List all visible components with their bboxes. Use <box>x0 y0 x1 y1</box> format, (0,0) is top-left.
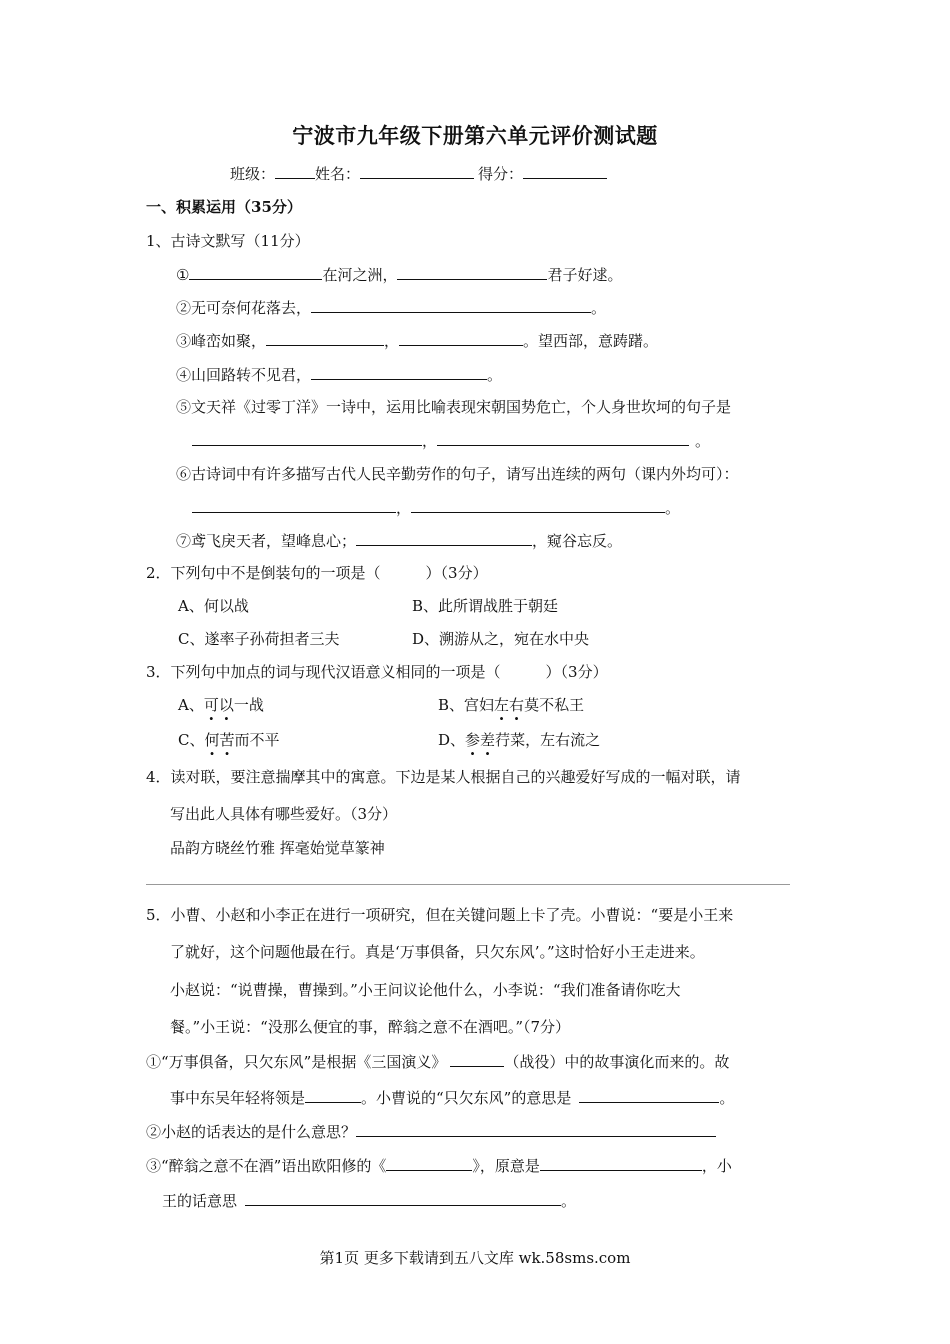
answer-blank[interactable] <box>540 1155 702 1171</box>
q3-option-b-text: 莫不私王 <box>524 696 585 714</box>
q1-item-2-text: ②无可奈何花落去， <box>176 299 312 317</box>
q3-option-d-label: D、 <box>438 731 466 749</box>
score-label: 得分： <box>478 165 524 183</box>
q1-item-4-text: ④山回路转不见君， <box>176 366 312 384</box>
q5-sub-3-line-1 <box>146 1155 732 1176</box>
couplet-text: 品韵方晓丝竹雅 挥毫始觉草篆神 <box>170 839 385 857</box>
answer-blank[interactable] <box>397 264 547 280</box>
answer-blank[interactable] <box>437 430 689 446</box>
q1-item-7 <box>176 530 622 551</box>
q3-option-a-label: A、 <box>178 696 204 714</box>
q1-item-5-end: 。 <box>695 432 711 450</box>
q1-item-3-end: 。望西部，意踌躇。 <box>523 332 659 350</box>
q1-item-5-line-2 <box>192 430 710 451</box>
answer-blank[interactable] <box>305 1087 361 1103</box>
q2-option-d[interactable]: D、溯游从之，宛在水中央 <box>412 630 590 648</box>
name-label: 姓名： <box>315 165 361 183</box>
dotted-char: 参 <box>465 731 481 749</box>
q5-sub-3-mid: 》，原意是 <box>472 1157 540 1175</box>
dotted-char: 左 <box>494 696 510 714</box>
answer-blank[interactable] <box>399 330 523 346</box>
answer-blank[interactable] <box>192 430 422 446</box>
question-5-line-1: 5．小曹、小赵和小李正在进行一项研究，但在关键问题上卡了壳。小曹说：“要是小王来 <box>146 906 734 924</box>
q3-option-c[interactable] <box>178 730 280 750</box>
answer-blank[interactable] <box>266 330 384 346</box>
q5-sub-3-text: ③“醉翁之意不在酒”语出欧阳修的《 <box>146 1157 387 1175</box>
q2-option-c[interactable]: C、遂率子孙荷担者三夫 <box>178 630 340 648</box>
class-label: 班级： <box>230 165 276 183</box>
q1-item-5-sep: ， <box>422 432 438 450</box>
q1-item-6-sep: ， <box>396 499 412 517</box>
class-field[interactable] <box>275 163 315 179</box>
q5-sub-1-line-1 <box>146 1051 729 1072</box>
score-field[interactable] <box>523 163 607 179</box>
page-title: 宁波市九年级下册第六单元评价测试题 <box>292 123 658 148</box>
answer-blank[interactable] <box>192 497 396 513</box>
q3-option-a-text: 一战 <box>233 696 264 714</box>
question-2-stem: 2．下列句中不是倒装句的一项是（ ）（3分） <box>146 564 488 582</box>
name-field[interactable] <box>360 163 474 179</box>
answer-blank[interactable] <box>189 264 322 280</box>
q5-sub-3b-text: 王的话意思 <box>162 1192 238 1210</box>
answer-rule[interactable] <box>146 884 790 885</box>
q1-item-1-label: ① <box>176 266 190 284</box>
answer-blank[interactable] <box>245 1190 561 1206</box>
dotted-char: 何 <box>204 731 220 749</box>
q3-option-b-label: B、宫妇 <box>438 696 495 714</box>
question-3-stem: 3．下列句中加点的词与现代汉语意义相同的一项是（ ）（3分） <box>146 663 608 681</box>
q2-option-a[interactable]: A、何以战 <box>178 597 249 615</box>
q5-sub-3-line-2 <box>162 1190 576 1211</box>
q5-sub-1b-end: 。 <box>719 1089 735 1107</box>
q1-item-5-line-1: ⑤文天祥《过零丁洋》一诗中，运用比喻表现宋朝国势危亡，个人身世坎坷的句子是 <box>176 398 732 416</box>
question-4-line-1: 4．读对联，要注意揣摩其中的寓意。下边是某人根据自己的兴趣爱好写成的一幅对联，请 <box>146 768 741 786</box>
q5-sub-1-text: ①“万事俱备，只欠东风”是根据《三国演义》 <box>146 1053 447 1071</box>
q3-option-a[interactable] <box>178 695 264 715</box>
answer-blank[interactable] <box>311 364 487 380</box>
q1-item-1-end: 君子好逑。 <box>547 266 623 284</box>
dotted-char: 右 <box>509 696 525 714</box>
q1-item-1 <box>176 264 622 285</box>
q1-item-3-sep: ， <box>384 332 400 350</box>
q3-option-d-text: 荇菜，左右流之 <box>495 731 601 749</box>
q3-option-d[interactable] <box>438 730 600 750</box>
question-4-line-2: 写出此人具体有哪些爱好。（3分） <box>170 805 398 823</box>
answer-blank[interactable] <box>386 1155 472 1171</box>
q3-option-c-label: C、 <box>178 731 205 749</box>
answer-blank[interactable] <box>311 297 591 313</box>
dotted-char: 苦 <box>219 731 235 749</box>
q5-sub-3-end: ，小 <box>701 1157 732 1175</box>
q1-item-6-end: 。 <box>665 499 681 517</box>
q2-option-b[interactable]: B、此所谓战胜于朝廷 <box>412 597 559 615</box>
dotted-char: 可 <box>203 696 219 714</box>
answer-blank[interactable] <box>411 497 665 513</box>
answer-blank[interactable] <box>356 530 532 546</box>
q1-item-3-text: ③峰峦如聚， <box>176 332 267 350</box>
q5-sub-1-text-end: （战役）中的故事演化而来的。故 <box>504 1053 730 1071</box>
answer-blank[interactable] <box>450 1051 504 1067</box>
q1-item-6-line-1: ⑥古诗词中有许多描写古代人民辛勤劳作的句子，请写出连续的两句（课内外均可）： <box>176 465 739 483</box>
dotted-char: 以 <box>218 696 234 714</box>
q3-option-b[interactable] <box>438 695 584 715</box>
q5-sub-1b-text: 事中东吴年轻将领是 <box>170 1089 306 1107</box>
q1-item-7-end: ，窥谷忘反。 <box>532 532 623 550</box>
question-5-line-4: 餐。”小王说：“没那么便宜的事，醉翁之意不在酒吧。”（7分） <box>170 1018 571 1036</box>
answer-blank[interactable] <box>356 1121 716 1137</box>
question-1-title: 1、古诗文默写（11分） <box>146 232 310 250</box>
q1-item-2-end: 。 <box>591 299 607 317</box>
q1-item-1-text: 在河之洲， <box>322 266 398 284</box>
q3-option-c-text: 而不平 <box>234 731 280 749</box>
q1-item-4 <box>176 364 502 385</box>
q1-item-3 <box>176 330 658 351</box>
question-5-line-3: 小赵说：“说曹操，曹操到。”小王问议论他什么，小李说：“我们准备请你吃大 <box>170 981 681 999</box>
q5-sub-3b-end: 。 <box>561 1192 577 1210</box>
question-5-line-2: 了就好，这个问题他最在行。真是‘万事俱备，只欠东风’。”这时恰好小王走进来。 <box>170 943 705 961</box>
q1-item-7-text: ⑦鸢飞戾天者，望峰息心； <box>176 532 357 550</box>
q5-sub-1b-mid: 。小曹说的“只欠东风”的意思是 <box>361 1089 572 1107</box>
q1-item-6-line-2 <box>192 497 680 518</box>
answer-blank[interactable] <box>579 1087 719 1103</box>
q5-sub-2-text: ②小赵的话表达的是什么意思？ <box>146 1123 357 1141</box>
q5-sub-1-line-2 <box>170 1087 734 1108</box>
q1-item-2 <box>176 297 606 318</box>
dotted-char: 差 <box>480 731 496 749</box>
student-info-line <box>230 163 607 184</box>
page-footer: 第1页 更多下载请到五八文库 wk.58sms.com <box>319 1249 631 1267</box>
section-heading: 一、积累运用（35分） <box>146 198 302 216</box>
q1-item-4-end: 。 <box>487 366 503 384</box>
q5-sub-2 <box>146 1121 716 1142</box>
